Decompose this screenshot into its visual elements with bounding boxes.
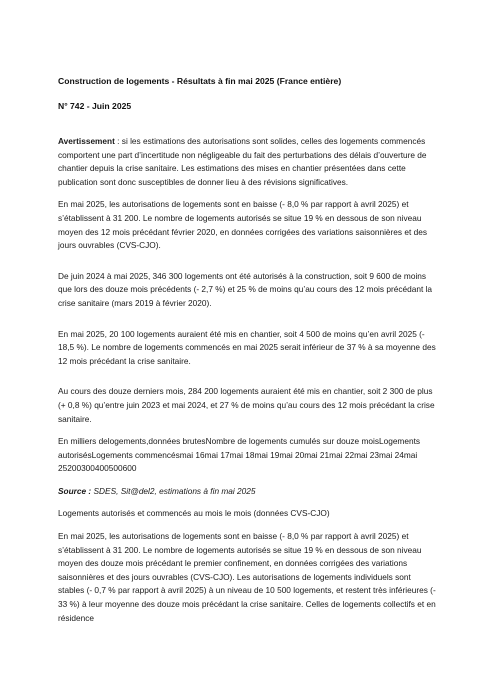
warning-text: : si les estimations des autorisations sont solides, celles des logements commencés comportent une part d’incertitude non négligeable du fait des perturbations des délais d’ouverture de chantier depuis la crise sanitaire. Les estimations des mises en chantier présentées dans cette publication sont donc susceptibles de donner lieu à des révisions significatives. [58, 136, 427, 187]
paragraph-starts-may: En mai 2025, 20 100 logements auraient été mis en chantier, soit 4 500 de moins qu’en avril 2025 (- 18,5 %). Le nombre de logements commencés en mai 2025 serait inférieur de 37 % à sa moyenne des 12 mois précédant la crise sanitaire. [58, 328, 436, 366]
paragraph-detail: En mai 2025, les autorisations de logements sont en baisse (- 8,0 % par rapport à avril 2025) et s’établissent à 31 200. Le nombre de logements autorisés se situe 19 % en dessous de son niveau moyen des douze mois précédant le premier confinement, en données corrigées des variations saisonnières et des jours ouvrables (CVS-CJO). Les autorisations de logements individuels sont stables (- 0,7 % par rapport à avril 2025) à un niveau de 10 500 logements, et restent très inférieures (- 33 %) à leur moyenne des douze mois précédant la crise sanitaire. Celles de logements collectifs et en résidence [58, 531, 436, 623]
issue-number: N° 742 - Juin 2025 [58, 101, 132, 111]
warning-label: Avertissement [58, 136, 115, 146]
table-text-dump: En milliers delogements,données brutesNombre de logements cumulés sur douze moisLogements autorisésLogements commencésmai 16mai 17mai 18mai 19mai 20mai 21mai 22mai 23mai 24mai 25200300400500600 [58, 436, 421, 474]
paragraph-authorisations-12-months: De juin 2024 à mai 2025, 346 300 logements ont été autorisés à la construction, soit 9 600 de moins que lors des douze mois précédents (- 2,7 %) et 25 % de moins qu’au cours des 12 mois précédant la crise sanitaire (mars 2019 à février 2020). [58, 270, 433, 308]
source-text: SDES, Sit@del2, estimations à fin mai 2025 [91, 485, 256, 496]
paragraph-authorisations-may: En mai 2025, les autorisations de logements sont en baisse (- 8,0 % par rapport à avril 2025) et s’établissent à 31 200. Le nombre de logements autorisés se situe 19 % en dessous de son niveau moyen des 12 mois précédant février 2020, en données corrigées des variations saisonnières et des jours ouvrables (CVS-CJO). [58, 199, 427, 251]
warning-paragraph [58, 135, 437, 189]
paragraph-starts-12-months: Au cours des douze derniers mois, 284 200 logements auraient été mis en chantier, soit 2 300 de plus (+ 0,8 %) qu’entre juin 2023 et mai 2024, et 27 % de moins qu’au cours des 12 mois précédant la crise sanitaire. [58, 386, 435, 424]
source-label: Source : [58, 485, 92, 496]
document-title: Construction de logements - Résultats à fin mai 2025 (France entière) [58, 76, 342, 86]
chart-caption: Logements autorisés et commencés au mois le mois (données CVS-CJO) [58, 508, 330, 519]
source-line [58, 485, 437, 499]
